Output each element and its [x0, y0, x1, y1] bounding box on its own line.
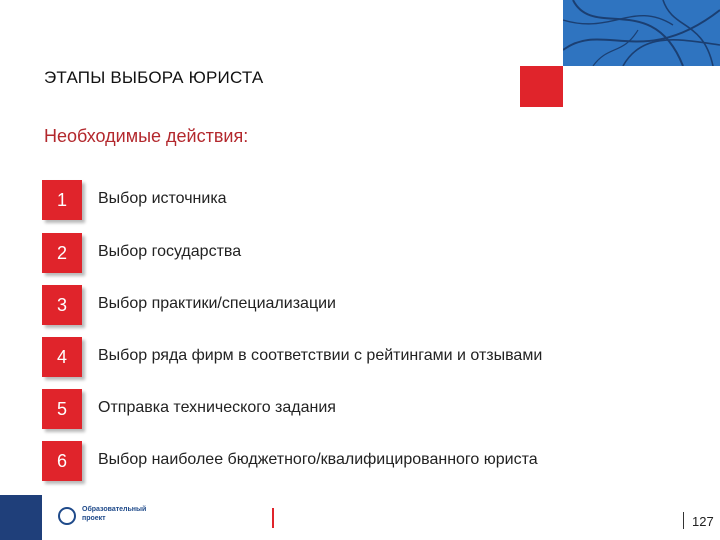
footer-divider-red [272, 508, 274, 528]
page-number: 127 [692, 514, 714, 529]
slide-title: ЭТАПЫ ВЫБОРА ЮРИСТА [44, 68, 264, 87]
step-label: Отправка технического задания [98, 399, 336, 416]
step-label: Выбор наиболее бюджетного/квалифицированного юриста [98, 451, 538, 468]
step-item [42, 337, 682, 377]
step-label: Выбор ряда фирм в соответствии с рейтингами и отзывами [98, 347, 543, 364]
footer-divider [683, 512, 684, 529]
step-number-badge: 2 [42, 233, 82, 273]
step-number-badge: 6 [42, 441, 82, 481]
decorative-red-square [520, 66, 563, 107]
step-label: Выбор источника [98, 190, 227, 207]
slide-subtitle: Необходимые действия: [44, 126, 249, 146]
brand-line-2: проект [82, 515, 106, 522]
step-item [42, 180, 682, 220]
step-number-badge: 1 [42, 180, 82, 220]
brand-line-1: Образовательный [82, 506, 147, 513]
step-number-badge: 4 [42, 337, 82, 377]
step-item [42, 441, 682, 481]
step-item [42, 285, 682, 325]
step-item [42, 389, 682, 429]
step-number-badge: 3 [42, 285, 82, 325]
footer-logo [58, 505, 146, 525]
decorative-blue-pattern [563, 0, 720, 66]
footer-navy-block [0, 495, 42, 540]
globe-icon [58, 507, 76, 525]
step-label: Выбор государства [98, 243, 242, 260]
step-number-badge: 5 [42, 389, 82, 429]
step-label: Выбор практики/специализации [98, 295, 336, 312]
step-item [42, 233, 682, 273]
